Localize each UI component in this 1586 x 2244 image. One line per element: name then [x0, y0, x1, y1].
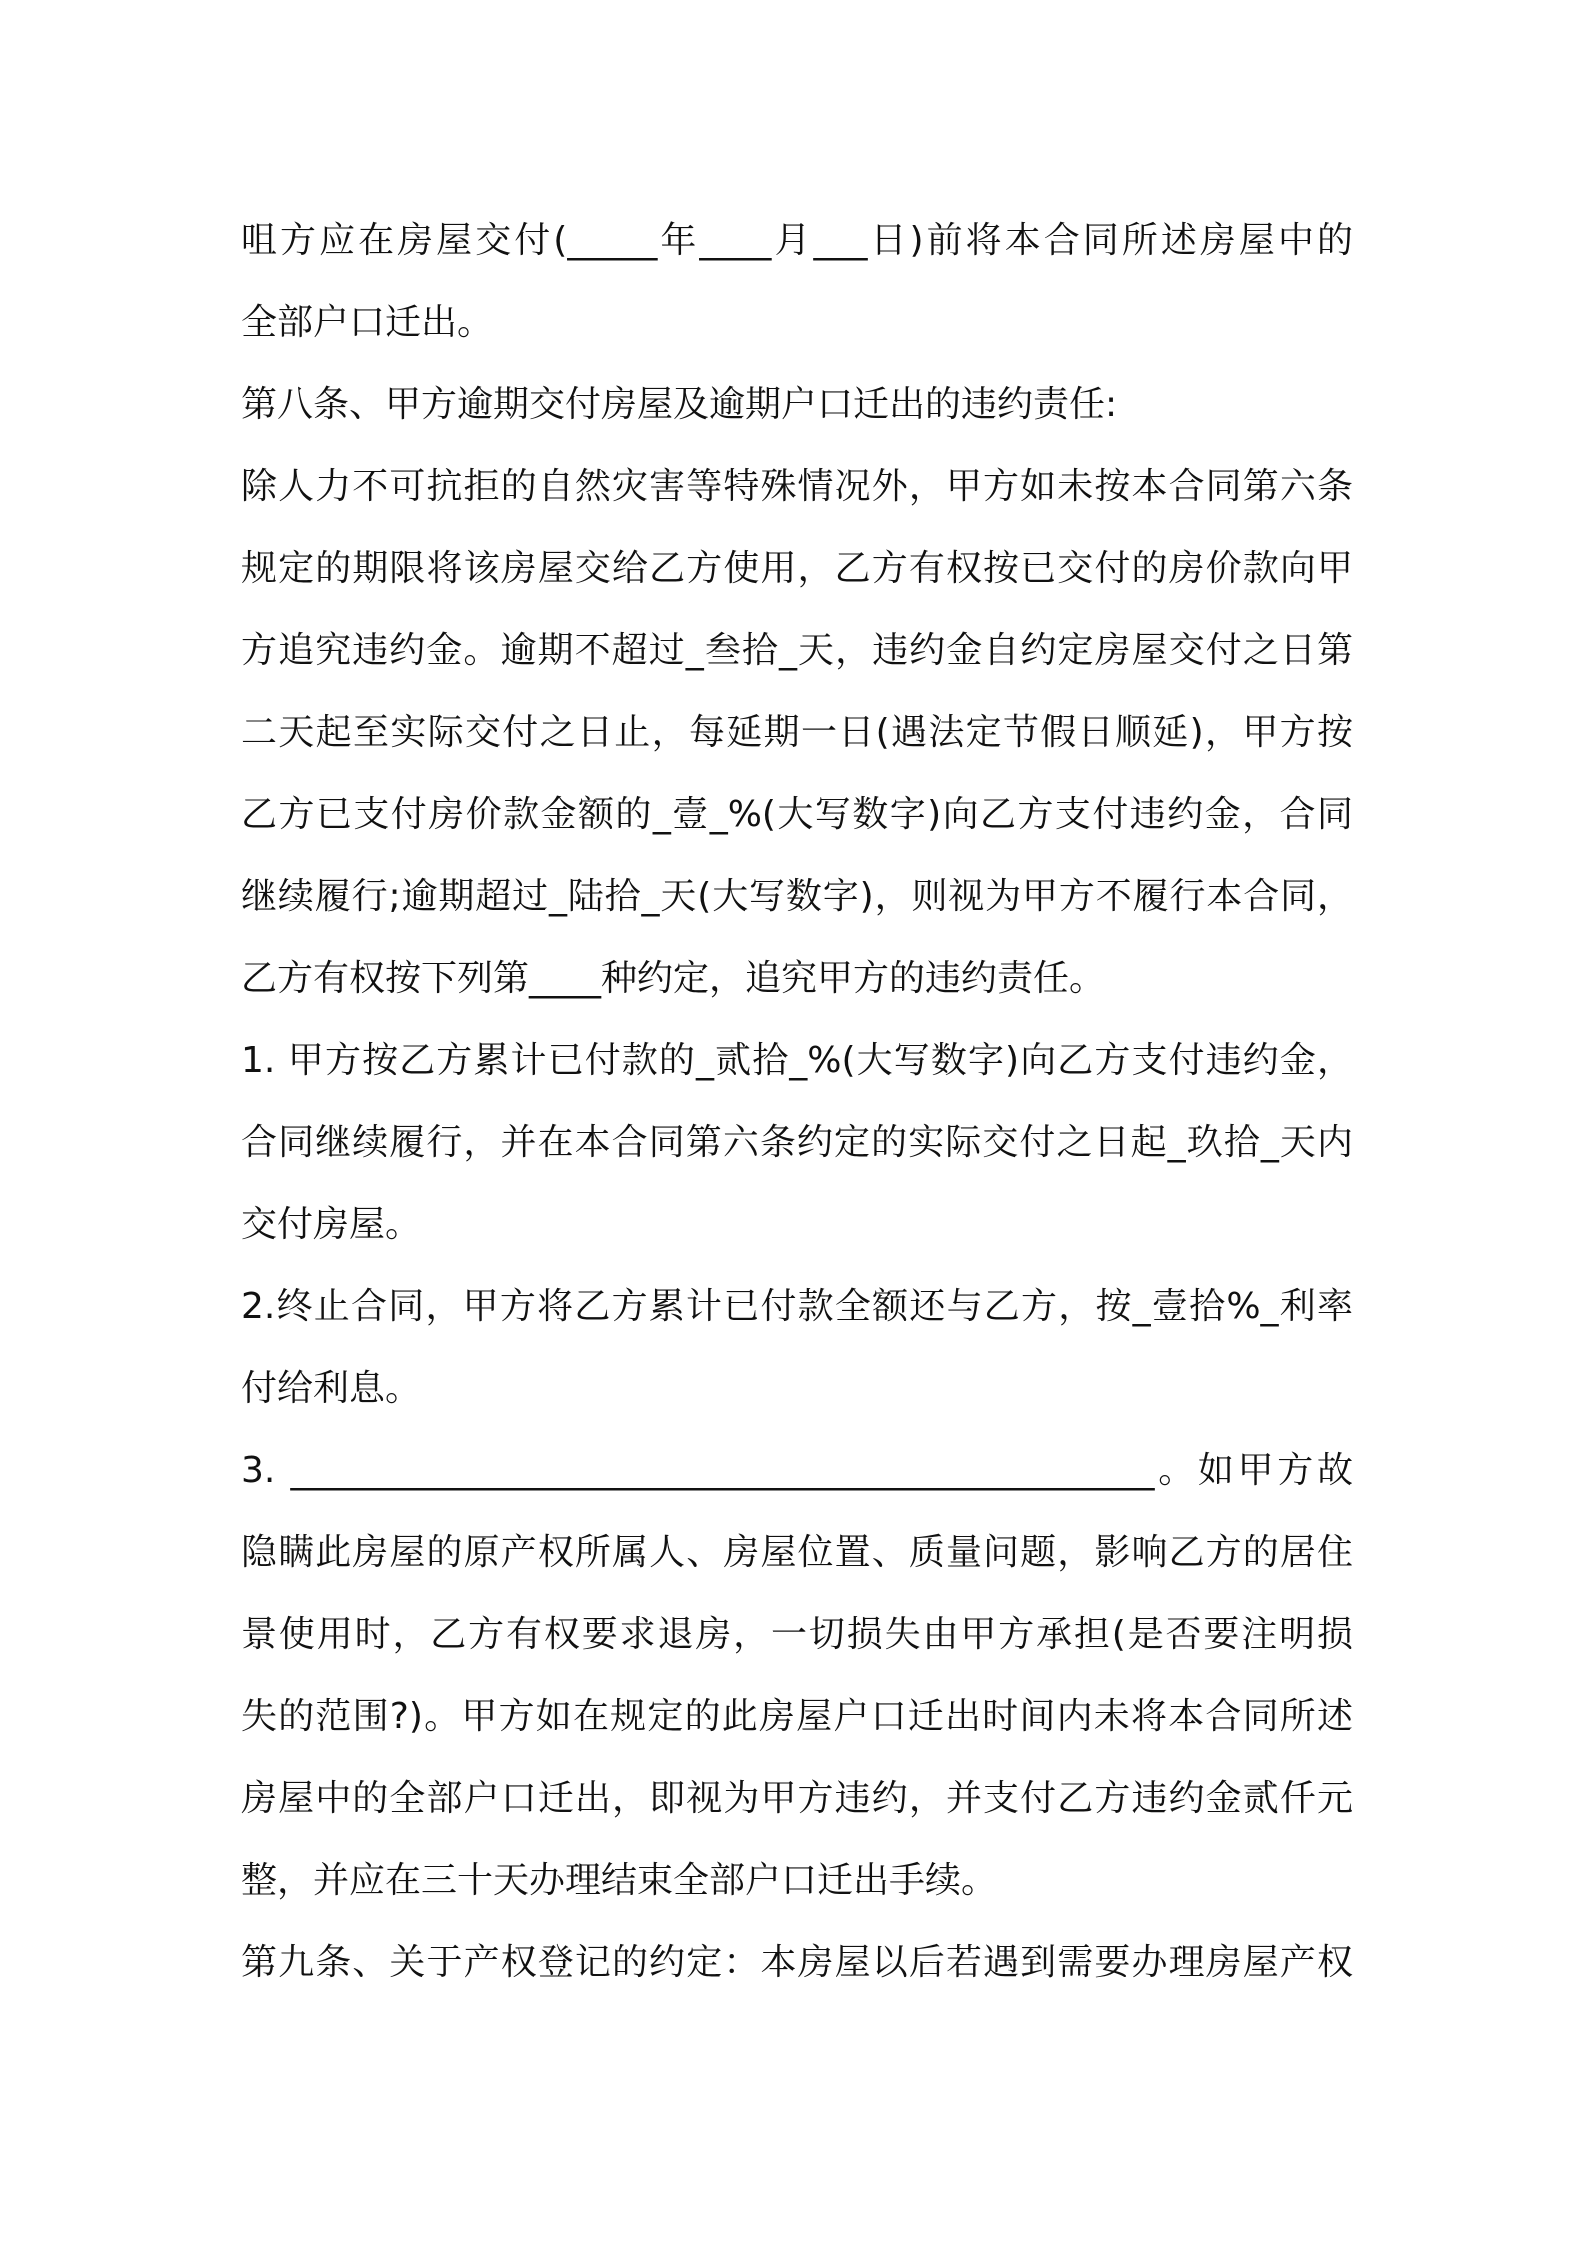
text-line: 隐瞒此房屋的原产权所属人、房屋位置、质量问题，影响乙方的居住	[241, 1532, 1353, 1573]
article-heading: 第八条、甲方逾期交付房屋及逾期户口迁出的违约责任:	[241, 384, 1118, 425]
text-line: 规定的期限将该房屋交给乙方使用，乙方有权按已交付的房价款向甲	[241, 548, 1353, 589]
text-line: 失的范围?)。甲方如在规定的此房屋户口迁出时间内未将本合同所述	[241, 1696, 1353, 1737]
text-line: 二天起至实际交付之日止，每延期一日(遇法定节假日顺延)，甲方按	[241, 712, 1353, 753]
text-line: 全部户口迁出。	[241, 302, 494, 343]
text-line: 合同继续履行，并在本合同第六条约定的实际交付之日起_玖拾_天内	[241, 1122, 1353, 1163]
text-line: 交付房屋。	[241, 1204, 422, 1245]
text-line: 咀方应在房屋交付(_____年____月___日)前将本合同所述房屋中的	[241, 220, 1353, 261]
list-item-2: 2.终止合同，甲方将乙方累计已付款全额还与乙方，按_壹拾%_利率	[241, 1286, 1353, 1327]
list-item-1: 1. 甲方按乙方累计已付款的_贰拾_%(大写数字)向乙方支付违约金，	[241, 1040, 1353, 1081]
list-item-3: 3. ________________________________________________。如甲方故	[241, 1450, 1353, 1491]
text-line: 房屋中的全部户口迁出，即视为甲方违约，并支付乙方违约金贰仟元	[241, 1778, 1353, 1819]
text-line: 乙方已支付房价款金额的_壹_%(大写数字)向乙方支付违约金，合同	[241, 794, 1353, 835]
contract-text-body	[241, 200, 1353, 2004]
text-line: 整，并应在三十天办理结束全部户口迁出手续。	[241, 1860, 998, 1901]
article-heading: 第九条、关于产权登记的约定：本房屋以后若遇到需要办理房屋产权	[241, 1942, 1353, 1983]
text-line: 景使用时，乙方有权要求退房，一切损失由甲方承担(是否要注明损	[241, 1614, 1353, 1655]
text-line: 方追究违约金。逾期不超过_叁拾_天，违约金自约定房屋交付之日第	[241, 630, 1353, 671]
text-line: 付给利息。	[241, 1368, 422, 1409]
text-line: 乙方有权按下列第____种约定，追究甲方的违约责任。	[241, 958, 1106, 999]
text-line: 继续履行;逾期超过_陆拾_天(大写数字)，则视为甲方不履行本合同，	[241, 876, 1353, 917]
text-line: 除人力不可抗拒的自然灾害等特殊情况外，甲方如未按本合同第六条	[241, 466, 1353, 507]
